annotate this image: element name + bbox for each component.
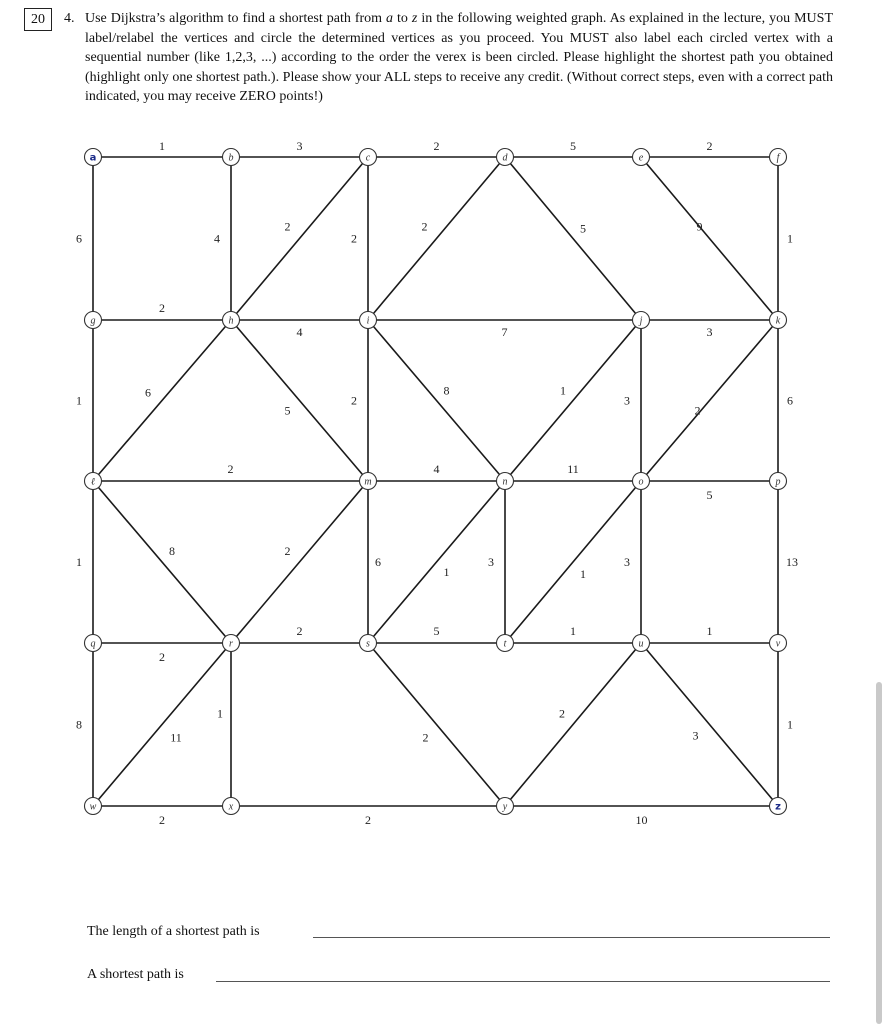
vertex-label-c: c bbox=[365, 152, 371, 164]
vertex-label-r: r bbox=[229, 638, 233, 650]
vertex-label-y: y bbox=[502, 801, 508, 813]
vertex-label-u: u bbox=[638, 638, 644, 650]
edge-weight-r-x: 1 bbox=[217, 706, 223, 721]
edge-weight-k-o: 2 bbox=[694, 403, 701, 418]
edge-weight-h-l: 6 bbox=[145, 385, 151, 400]
edge-weight-h-i: 4 bbox=[296, 325, 303, 339]
edge-weight-o-p: 5 bbox=[706, 488, 713, 502]
edge-weight-j-k: 3 bbox=[706, 325, 713, 339]
edge-d-i bbox=[368, 157, 505, 320]
edge-weight-g-l: 1 bbox=[76, 393, 82, 408]
edge-weight-l-m: 2 bbox=[227, 462, 234, 476]
edge-weight-n-s: 1 bbox=[443, 565, 450, 579]
edge-o-t bbox=[505, 481, 641, 643]
vertex-label-e: e bbox=[638, 152, 644, 164]
edge-h-l bbox=[93, 320, 231, 481]
edge-weight-r-w: 11 bbox=[170, 730, 182, 745]
edge-weight-f-k: 1 bbox=[787, 231, 793, 246]
edge-weight-i-m: 2 bbox=[351, 393, 357, 408]
vertex-label-k: k bbox=[775, 315, 781, 327]
edge-weight-s-t: 5 bbox=[433, 624, 440, 638]
edge-weight-x-y: 2 bbox=[365, 813, 371, 827]
edge-weight-e-f: 2 bbox=[706, 139, 713, 153]
weighted-graph bbox=[0, 130, 888, 830]
vertex-label-p: p bbox=[775, 476, 781, 488]
edge-weight-d-e: 5 bbox=[570, 139, 576, 153]
edge-weight-w-x: 2 bbox=[159, 813, 165, 827]
vertex-label-a: a bbox=[89, 152, 97, 164]
problem-number: 4. bbox=[64, 11, 75, 26]
edge-weight-m-r: 2 bbox=[284, 544, 291, 558]
edge-weight-q-r: 2 bbox=[159, 650, 165, 664]
edge-weight-c-i: 2 bbox=[351, 231, 357, 246]
edge-weight-r-s: 2 bbox=[296, 624, 303, 638]
edge-d-j bbox=[505, 157, 641, 320]
edge-s-y bbox=[368, 643, 505, 806]
vertex-label-o: o bbox=[638, 476, 644, 488]
edge-weight-i-n: 8 bbox=[443, 383, 450, 398]
edge-weight-u-v: 1 bbox=[706, 624, 713, 638]
problem-text-part: Use Dijkstra’s algorithm to find a shortest path from bbox=[85, 11, 387, 26]
vertex-label-m: m bbox=[364, 476, 372, 488]
edge-weight-m-s: 6 bbox=[375, 555, 381, 569]
vertex-label-v: v bbox=[775, 638, 781, 650]
edge-weight-n-t: 3 bbox=[488, 555, 494, 569]
edge-weight-h-m: 5 bbox=[284, 403, 291, 418]
edge-u-y bbox=[505, 643, 641, 806]
edge-weight-v-z: 1 bbox=[787, 717, 793, 732]
shortest-path-label: A shortest path is bbox=[87, 967, 184, 982]
vertex-label-n: n bbox=[502, 476, 508, 488]
edge-weight-y-z: 10 bbox=[635, 813, 648, 827]
edge-weight-d-j: 5 bbox=[580, 221, 586, 236]
vertex-label-b: b bbox=[228, 152, 234, 164]
edge-weight-n-o: 11 bbox=[567, 462, 579, 476]
edge-k-o bbox=[641, 320, 778, 481]
vertex-label-z: z bbox=[775, 801, 781, 813]
shortest-path-answer-line[interactable] bbox=[216, 981, 830, 982]
edge-weight-t-u: 1 bbox=[570, 624, 576, 638]
weight-layer bbox=[76, 139, 798, 827]
shortest-length-label: The length of a shortest path is bbox=[87, 924, 260, 939]
edge-n-s bbox=[368, 481, 505, 643]
edge-weight-d-i: 2 bbox=[421, 219, 428, 234]
edge-weight-u-z: 3 bbox=[692, 728, 699, 743]
vertex-label-l: ℓ bbox=[90, 476, 96, 488]
edge-weight-b-h: 4 bbox=[214, 231, 220, 246]
shortest-length-answer-line[interactable] bbox=[313, 937, 830, 938]
scrollbar-thumb[interactable] bbox=[876, 682, 882, 1024]
vertex-label-j: j bbox=[639, 315, 643, 327]
edge-weight-b-c: 3 bbox=[296, 139, 303, 153]
edge-e-k bbox=[641, 157, 778, 320]
problem-text-part: to bbox=[393, 11, 412, 26]
edge-l-r bbox=[93, 481, 231, 643]
edge-weight-g-h: 2 bbox=[159, 301, 165, 315]
vertex-label-d: d bbox=[502, 152, 508, 164]
vertex-label-w: w bbox=[89, 801, 97, 813]
problem-text-part: z bbox=[411, 11, 418, 26]
vertex-label-i: i bbox=[366, 315, 370, 327]
vertex-label-q: q bbox=[90, 638, 96, 650]
edge-h-m bbox=[231, 320, 368, 481]
problem-statement bbox=[85, 9, 833, 107]
vertex-label-g: g bbox=[90, 315, 96, 327]
vertex-label-f: f bbox=[776, 152, 780, 164]
problem-text-part: a bbox=[386, 11, 394, 26]
edge-weight-q-w: 8 bbox=[76, 717, 82, 732]
edge-weight-o-t: 1 bbox=[580, 567, 586, 581]
edge-j-n bbox=[505, 320, 641, 481]
edge-layer bbox=[90, 157, 778, 806]
edge-weight-a-b: 1 bbox=[159, 139, 165, 153]
vertex-label-x: x bbox=[228, 801, 234, 813]
vertex-label-s: s bbox=[366, 638, 370, 650]
edge-c-h bbox=[231, 157, 368, 320]
edge-weight-e-k: 9 bbox=[696, 219, 703, 234]
edge-weight-p-v: 13 bbox=[786, 555, 798, 569]
edge-weight-j-o: 3 bbox=[624, 393, 630, 408]
vertex-label-h: h bbox=[228, 315, 234, 327]
edge-weight-o-u: 3 bbox=[624, 555, 630, 569]
edge-weight-l-r: 8 bbox=[169, 544, 175, 558]
edge-u-z bbox=[641, 643, 778, 806]
edge-weight-k-p: 6 bbox=[787, 393, 793, 408]
edge-weight-s-y: 2 bbox=[422, 730, 429, 745]
vertex-label-t: t bbox=[503, 638, 507, 650]
edge-m-r bbox=[231, 481, 368, 643]
points-box: 20 bbox=[24, 8, 52, 31]
edge-r-w bbox=[93, 643, 231, 806]
edge-weight-i-j: 7 bbox=[501, 325, 508, 339]
problem-text-part: in the following weighted graph. As explained in the lecture, you MUST label/relabel the vertices and circle the determined vertices as you proceed. You MUST also label each circled vertex with a sequential number (like 1,2,3, ...) according to the order the verex is been circled. Please highlight the shortest path you obtained (highlight only one shortest path.). Please show your ALL steps to receive any credit. (Without correct steps, even with a correct path indicated, you may receive ZERO points!) bbox=[85, 11, 834, 105]
edge-weight-c-d: 2 bbox=[433, 139, 440, 153]
edge-weight-a-g: 6 bbox=[76, 231, 82, 246]
edge-weight-c-h: 2 bbox=[284, 219, 291, 234]
edge-weight-j-n: 1 bbox=[560, 383, 566, 398]
edge-i-n bbox=[368, 320, 505, 481]
edge-weight-m-n: 4 bbox=[433, 462, 440, 476]
edge-weight-l-q: 1 bbox=[76, 555, 82, 569]
edge-weight-u-y: 2 bbox=[559, 706, 565, 721]
